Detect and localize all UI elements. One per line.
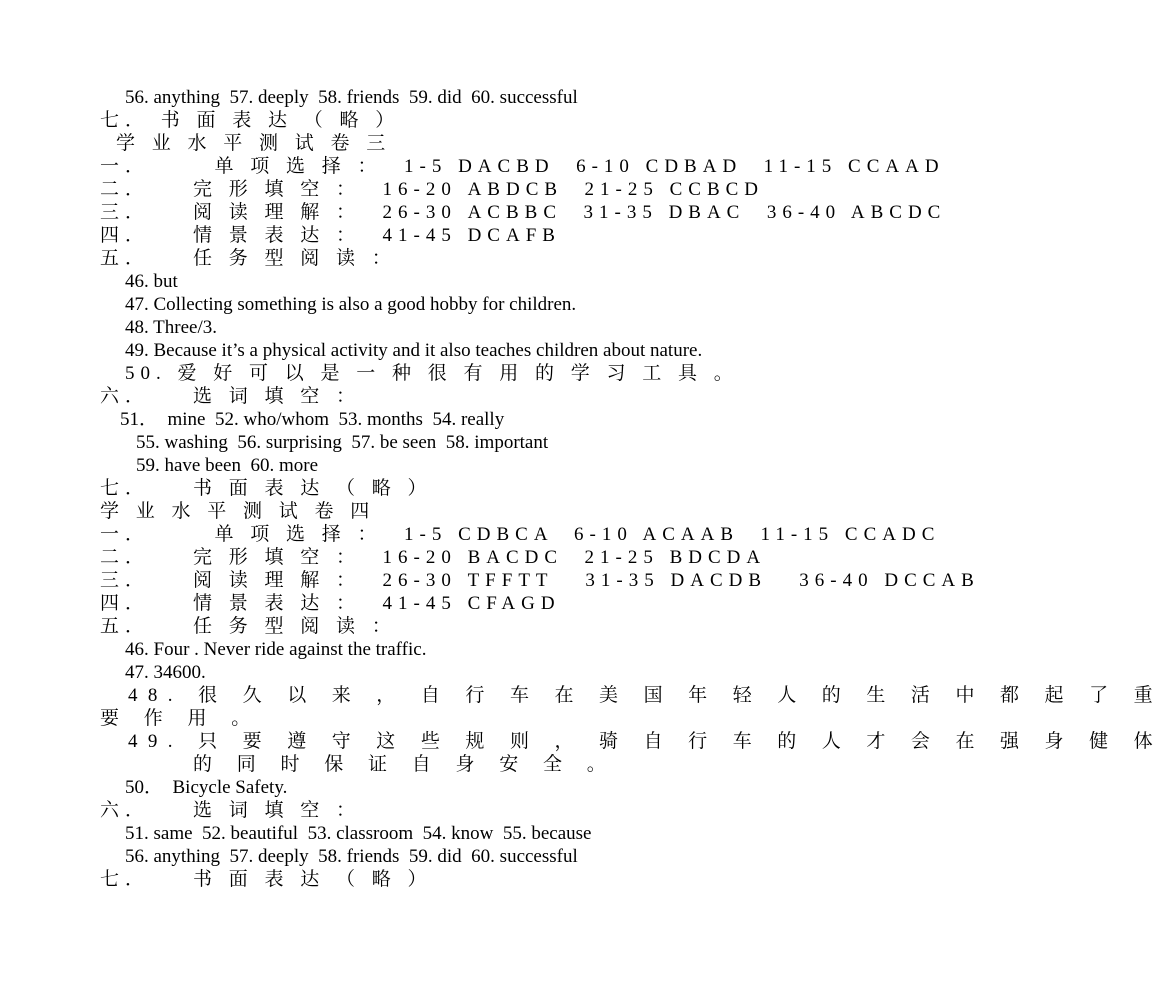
section-heading-writing-3: 七． 书 面 表 达 （ 略 ） [100, 869, 433, 890]
section-single-choice-2: 一． 单 项 选 择 ： 1-5 CDBCA 6-10 ACAAB 11-15 CCADC [100, 524, 941, 545]
answer-line-51-b: 51. same 52. beautiful 53. classroom 54. know 55. because [125, 823, 592, 844]
answer-line-56-b: 56. anything 57. deeply 58. friends 59. did 60. successful [125, 846, 578, 867]
test-paper-title-3: 学 业 水 平 测 试 卷 三 [116, 133, 392, 154]
section-reading: 三． 阅 读 理 解 ： 26-30 ACBBC 31-35 DBAC 36-40 ABCDC [100, 202, 947, 223]
section-reading-2: 三． 阅 读 理 解 ： 26-30 TFFTT 31-35 DACDB 36-40 DCCAB [100, 570, 980, 591]
answer-line-47: 47. Collecting something is also a good hobby for children. [125, 294, 577, 315]
answer-line-48-b: 48. 很 久 以 来 ， 自 行 车 在 美 国 年 轻 人 的 生 活 中 都 起 了 重 [128, 685, 1163, 706]
section-heading-writing: 七． 书 面 表 达 （ 略 ） [100, 110, 401, 131]
answer-line-49-b: 49. 只 要 遵 守 这 些 规 则 ， 骑 自 行 车 的 人 才 会 在 强 身 健 体 [128, 731, 1163, 752]
test-paper-title-4: 学 业 水 平 测 试 卷 四 [100, 501, 376, 522]
answer-line-1: 56. anything 57. deeply 58. friends 59. did 60. successful [125, 87, 578, 108]
answer-line-46: 46. but [125, 271, 178, 292]
section-cloze: 二． 完 形 填 空 ： 16-20 ABDCB 21-25 CCBCD [100, 179, 765, 200]
answer-line-47-b: 47. 34600. [125, 662, 206, 683]
answer-line-50: 50. 爱 好 可 以 是 一 种 很 有 用 的 学 习 工 具 。 [125, 363, 739, 384]
section-situational-2: 四． 情 景 表 达 ： 41-45 CFAGD [100, 593, 561, 614]
section-task-reading-2: 五． 任 务 型 阅 读 ： [100, 616, 397, 637]
answer-line-55: 55. washing 56. surprising 57. be seen 58. important [136, 432, 549, 453]
section-cloze-2: 二． 完 形 填 空 ： 16-20 BACDC 21-25 BDCDA [100, 547, 767, 568]
answer-line-51: 51． mine 52. who/whom 53. months 54. really [120, 409, 505, 430]
section-situational: 四． 情 景 表 达 ： 41-45 DCAFB [100, 225, 561, 246]
answer-line-49: 49. Because it’s a physical activity and it also teaches children about nature. [125, 340, 703, 361]
answer-line-46-b: 46. Four . Never ride against the traffic. [125, 639, 427, 660]
section-word-fill: 六． 选 词 填 空 ： [100, 386, 362, 407]
answer-line-48-b-cont: 要 作 用 。 [100, 708, 261, 729]
section-single-choice: 一． 单 项 选 择 ： 1-5 DACBD 6-10 CDBAD 11-15 CCAAD [100, 156, 945, 177]
section-heading-writing-2: 七． 书 面 表 达 （ 略 ） [100, 478, 433, 499]
answer-line-49-b-cont: 的 同 时 保 证 自 身 安 全 。 [193, 754, 616, 775]
answer-line-48: 48. Three/3. [125, 317, 217, 338]
section-task-reading: 五． 任 务 型 阅 读 ： [100, 248, 397, 269]
answer-line-59: 59. have been 60. more [136, 455, 319, 476]
section-word-fill-2: 六． 选 词 填 空 ： [100, 800, 362, 821]
answer-line-50-b: 50． Bicycle Safety. [125, 777, 288, 798]
